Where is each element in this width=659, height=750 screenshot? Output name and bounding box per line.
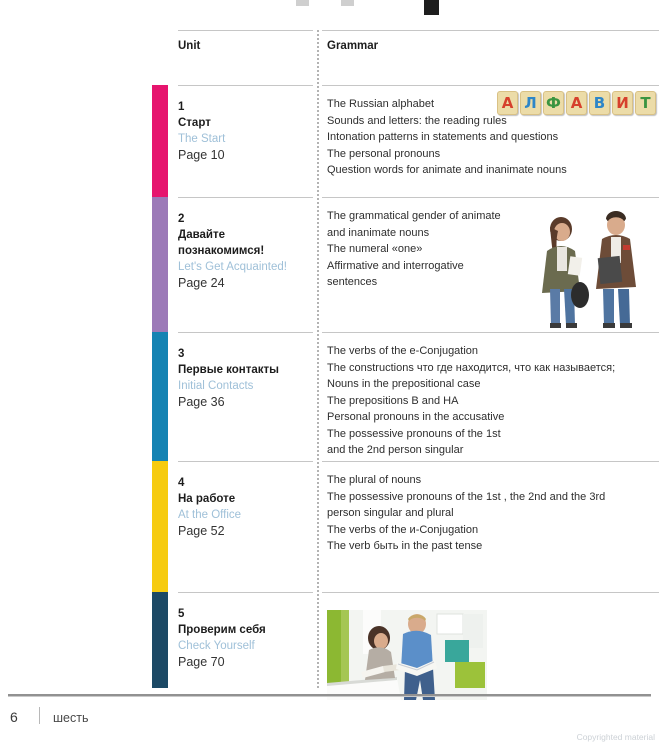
letter-block: Л [520,91,541,115]
unit-page-ref: Page 24 [178,276,225,290]
footer-separator [39,707,40,724]
unit-page-ref: Page 70 [178,655,225,669]
letter-block: А [497,91,518,115]
unit-1-color-bar [152,85,168,197]
unit-5-color-bar [152,592,168,688]
cropped-heading-fragment [424,0,439,15]
unit-number: 4 [178,477,185,489]
unit-row-1 [152,85,659,197]
grammar-item: The verbs of the и-Conjugation [327,523,479,536]
unit-title-english: At the Office [178,509,242,521]
grammar-item: The possessive pronouns of the 1st [327,427,501,440]
unit-2-color-bar [152,197,168,332]
grammar-item: and inanimate nouns [327,226,430,239]
grammar-item: Affirmative and interrogative [327,259,464,272]
unit-title-english: The Start [178,133,226,145]
unit-4-color-bar [152,461,168,592]
unit-row-4 [152,461,659,592]
unit-3-info [178,332,313,461]
unit-title-russian: На работе [178,493,236,505]
unit-4-info [178,461,313,592]
unit-row-2 [152,197,659,332]
grammar-item: Nouns in the prepositional case [327,378,481,390]
unit-2-info [178,197,313,332]
unit-2-grammar [322,197,659,332]
letter-block: В [589,91,610,115]
grammar-item: sentences [327,276,378,288]
unit-5-info [178,592,313,688]
two-students-walking-photo [523,209,659,331]
unit-title-english: Let's Get Acquainted! [178,261,287,273]
unit-3-grammar [322,332,659,461]
letter-block: Т [635,91,656,115]
grammar-item: The constructions что где находится, что как называется; [327,361,616,374]
grammar-item: The verbs of the e-Conjugation [327,345,479,357]
unit-title-english: Check Yourself [178,640,255,652]
cropped-heading-fragment [296,0,309,6]
unit-3-color-bar [152,332,168,461]
unit-page-ref: Page 36 [178,395,225,409]
grammar-item: Personal pronouns in the accusative [327,411,505,423]
letter-block: Ф [543,91,564,115]
grammar-item: Sounds and letters: the reading rules [327,114,507,127]
unit-row-5 [152,592,659,688]
contents-table [152,30,659,688]
unit-title-english: Initial Contacts [178,380,254,392]
grammar-item: The possessive pronouns of the 1st , the 2nd and the 3rd [327,490,606,503]
letter-block: И [612,91,633,115]
page-number-word: шесть [53,711,89,725]
cropped-heading-fragment [341,0,354,6]
copyright-notice: Copyrighted material [576,732,655,742]
unit-column-header-cell [178,30,313,85]
grammar-item: The personal pronouns [327,147,441,160]
grammar-item: The Russian alphabet [327,98,435,110]
unit-column-header: Unit [178,40,201,52]
unit-title-russian: Первые контакты [178,364,279,376]
unit-number: 3 [178,348,185,360]
grammar-item: The grammatical gender of animate [327,210,501,222]
grammar-item: and the 2nd person singular [327,444,464,456]
grammar-item: The verb быть in the past tense [327,540,483,552]
grammar-column-header: Grammar [327,40,379,52]
grammar-item: The plural of nouns [327,474,422,486]
page-footer [0,705,659,735]
unit-title-russian: Давайте познакомимся! [178,229,265,257]
unit-number: 2 [178,213,185,225]
unit-title-russian: Старт [178,117,211,129]
grammar-item: The prepositions В and НА [327,394,459,407]
unit-1-grammar [322,85,659,197]
unit-page-ref: Page 10 [178,148,225,162]
unit-4-grammar [322,461,659,592]
letter-block: А [566,91,587,115]
unit-page-ref: Page 52 [178,524,225,538]
unit-number: 1 [178,101,185,113]
grammar-item: person singular and plural [327,507,454,519]
column-divider [317,30,319,688]
two-people-reading-office-photo [327,610,487,700]
page-number: 6 [10,709,18,725]
unit-1-info [178,85,313,197]
page-bottom-rule [8,694,651,697]
grammar-item: The numeral «one» [327,243,423,255]
unit-5-grammar [322,592,659,688]
grammar-column-header-cell [322,30,659,85]
header-bar-spacer [152,30,168,85]
unit-number: 5 [178,608,185,620]
unit-row-3 [152,332,659,461]
grammar-item: Question words for animate and inanimate nouns [327,164,567,176]
grammar-item: Intonation patterns in statements and questions [327,131,559,143]
alphabet-blocks-image [495,91,656,115]
unit-title-russian: Проверим себя [178,624,266,636]
table-header-row [152,30,659,85]
